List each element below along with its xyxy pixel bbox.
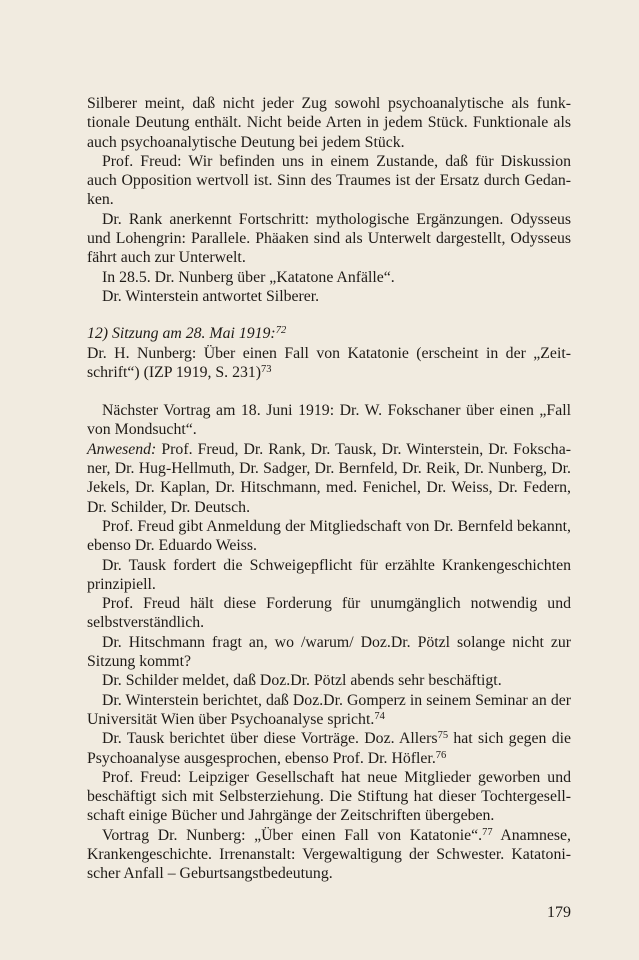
attendance-names: Prof. Freud, Dr. Rank, Dr. Tausk, Dr. Winterstein, Dr. Fokschaner, Dr. Hug-Hellmuth, Dr. Sadger, Dr. Bernfeld, Dr. Reik, Dr. Nunberg, Dr. Jekels, Dr. Kaplan, Dr. Hitschmann, med. Fenichel, Dr. Weiss, Dr. Federn, Dr. Schilder, Dr. Deutsch. — [87, 440, 571, 516]
minutes-text: hat sich gegen die Psychoanalyse ausgesprochen, ebenso Prof. Dr. Höfler. — [87, 730, 571, 767]
paragraph: Dr. Rank anerkennt Fortschritt: mythologische Ergänzungen. Odysseus und Lohengrin: Parallele. Phäaken sind als Unterwelt dargestellt, Odysseus fährt auch zur Unterwelt. — [87, 210, 571, 267]
minutes-entry — [87, 691, 571, 730]
minutes-entry: Prof. Freud gibt Anmeldung der Mitgliedschaft von Dr. Bernfeld bekannt, ebenso Dr. Eduardo Weiss. — [87, 517, 571, 555]
session-lecture — [87, 344, 571, 383]
session-heading — [87, 324, 571, 343]
minutes-text: Vortrag Dr. Nunberg: „Über einen Fall von Katatonie“. — [102, 826, 483, 844]
minutes-entry — [87, 729, 571, 768]
minutes-text: Anamnese, Krankengeschichte. Irrenanstalt: Vergewaltigung der Schwester. Katatonischer Anfall – Geburtsangstbedeutung. — [87, 826, 571, 883]
footnote-ref[interactable]: 73 — [261, 363, 272, 375]
paragraph: In 28.5. Dr. Nunberg über „Katatone Anfälle“. — [102, 268, 395, 286]
attendance-list — [87, 440, 571, 517]
page-text — [87, 94, 571, 884]
paragraph: Dr. Winterstein antwortet Silberer. — [102, 287, 320, 305]
minutes-entry — [87, 826, 571, 884]
page-number: 179 — [547, 904, 571, 921]
footnote-ref[interactable]: 76 — [435, 749, 447, 761]
minutes-text: Dr. Tausk berichtet über diese Vorträge. Doz. Allers — [102, 730, 438, 748]
attendance-label: Anwesend: — [87, 440, 157, 458]
session-lecture-text: Dr. H. Nunberg: Über einen Fall von Katatonie (erscheint in der „Zeitschrift“) (IZP 1919, S. 231) — [87, 344, 571, 381]
minutes-entry: Dr. Tausk fordert die Schweigepflicht für erzählte Krankengeschichten prinzipiell. — [87, 556, 571, 593]
minutes-entry: Dr. Hitschmann fragt an, wo /warum/ Doz.Dr. Pötzl solange nicht zur Sitzung kommt? — [87, 633, 571, 671]
footnote-ref[interactable]: 77 — [482, 826, 493, 838]
next-talk: Nächster Vortrag am 18. Juni 1919: Dr. W. Fokschaner über einen „Fall von Mondsucht“. — [87, 402, 571, 439]
session-heading-text: 12) Sitzung am 28. Mai 1919: — [87, 325, 276, 343]
footnote-ref[interactable]: 72 — [275, 325, 287, 337]
minutes-entry: Prof. Freud: Leipziger Gesellschaft hat neue Mitglieder geworben und beschäftigt sich mit Selbsterziehung. Die Stiftung hat dieser Tochtergesellschaft einige Bücher und Jahrgänge der Zeitschriften übergeben. — [87, 768, 571, 825]
minutes-text: Dr. Winterstein berichtet, daß Doz.Dr. Gomperz in seinem Seminar an der Universität Wien über Psychoanalyse spricht. — [87, 691, 571, 728]
paragraph: Prof. Freud: Wir befinden uns in einem Zustande, daß für Diskussion auch Opposition wertvoll ist. Sinn des Traumes ist der Ersatz durch Gedanken. — [87, 152, 571, 209]
footnote-ref[interactable]: 74 — [374, 710, 385, 722]
minutes-entry: Dr. Schilder meldet, daß Doz.Dr. Pötzl abends sehr beschäftigt. — [102, 672, 502, 690]
footnote-ref[interactable]: 75 — [437, 730, 449, 742]
paragraph: Silberer meint, daß nicht jeder Zug sowohl psychoanalytische als funktionale Deutung enthält. Nicht beide Arten in jedem Stück. Funktionale als auch psychoanalytische Deutung bei jedem Stück. — [87, 95, 571, 151]
minutes-entry: Prof. Freud hält diese Forderung für unumgänglich notwendig und selbstverständlich. — [87, 595, 571, 632]
